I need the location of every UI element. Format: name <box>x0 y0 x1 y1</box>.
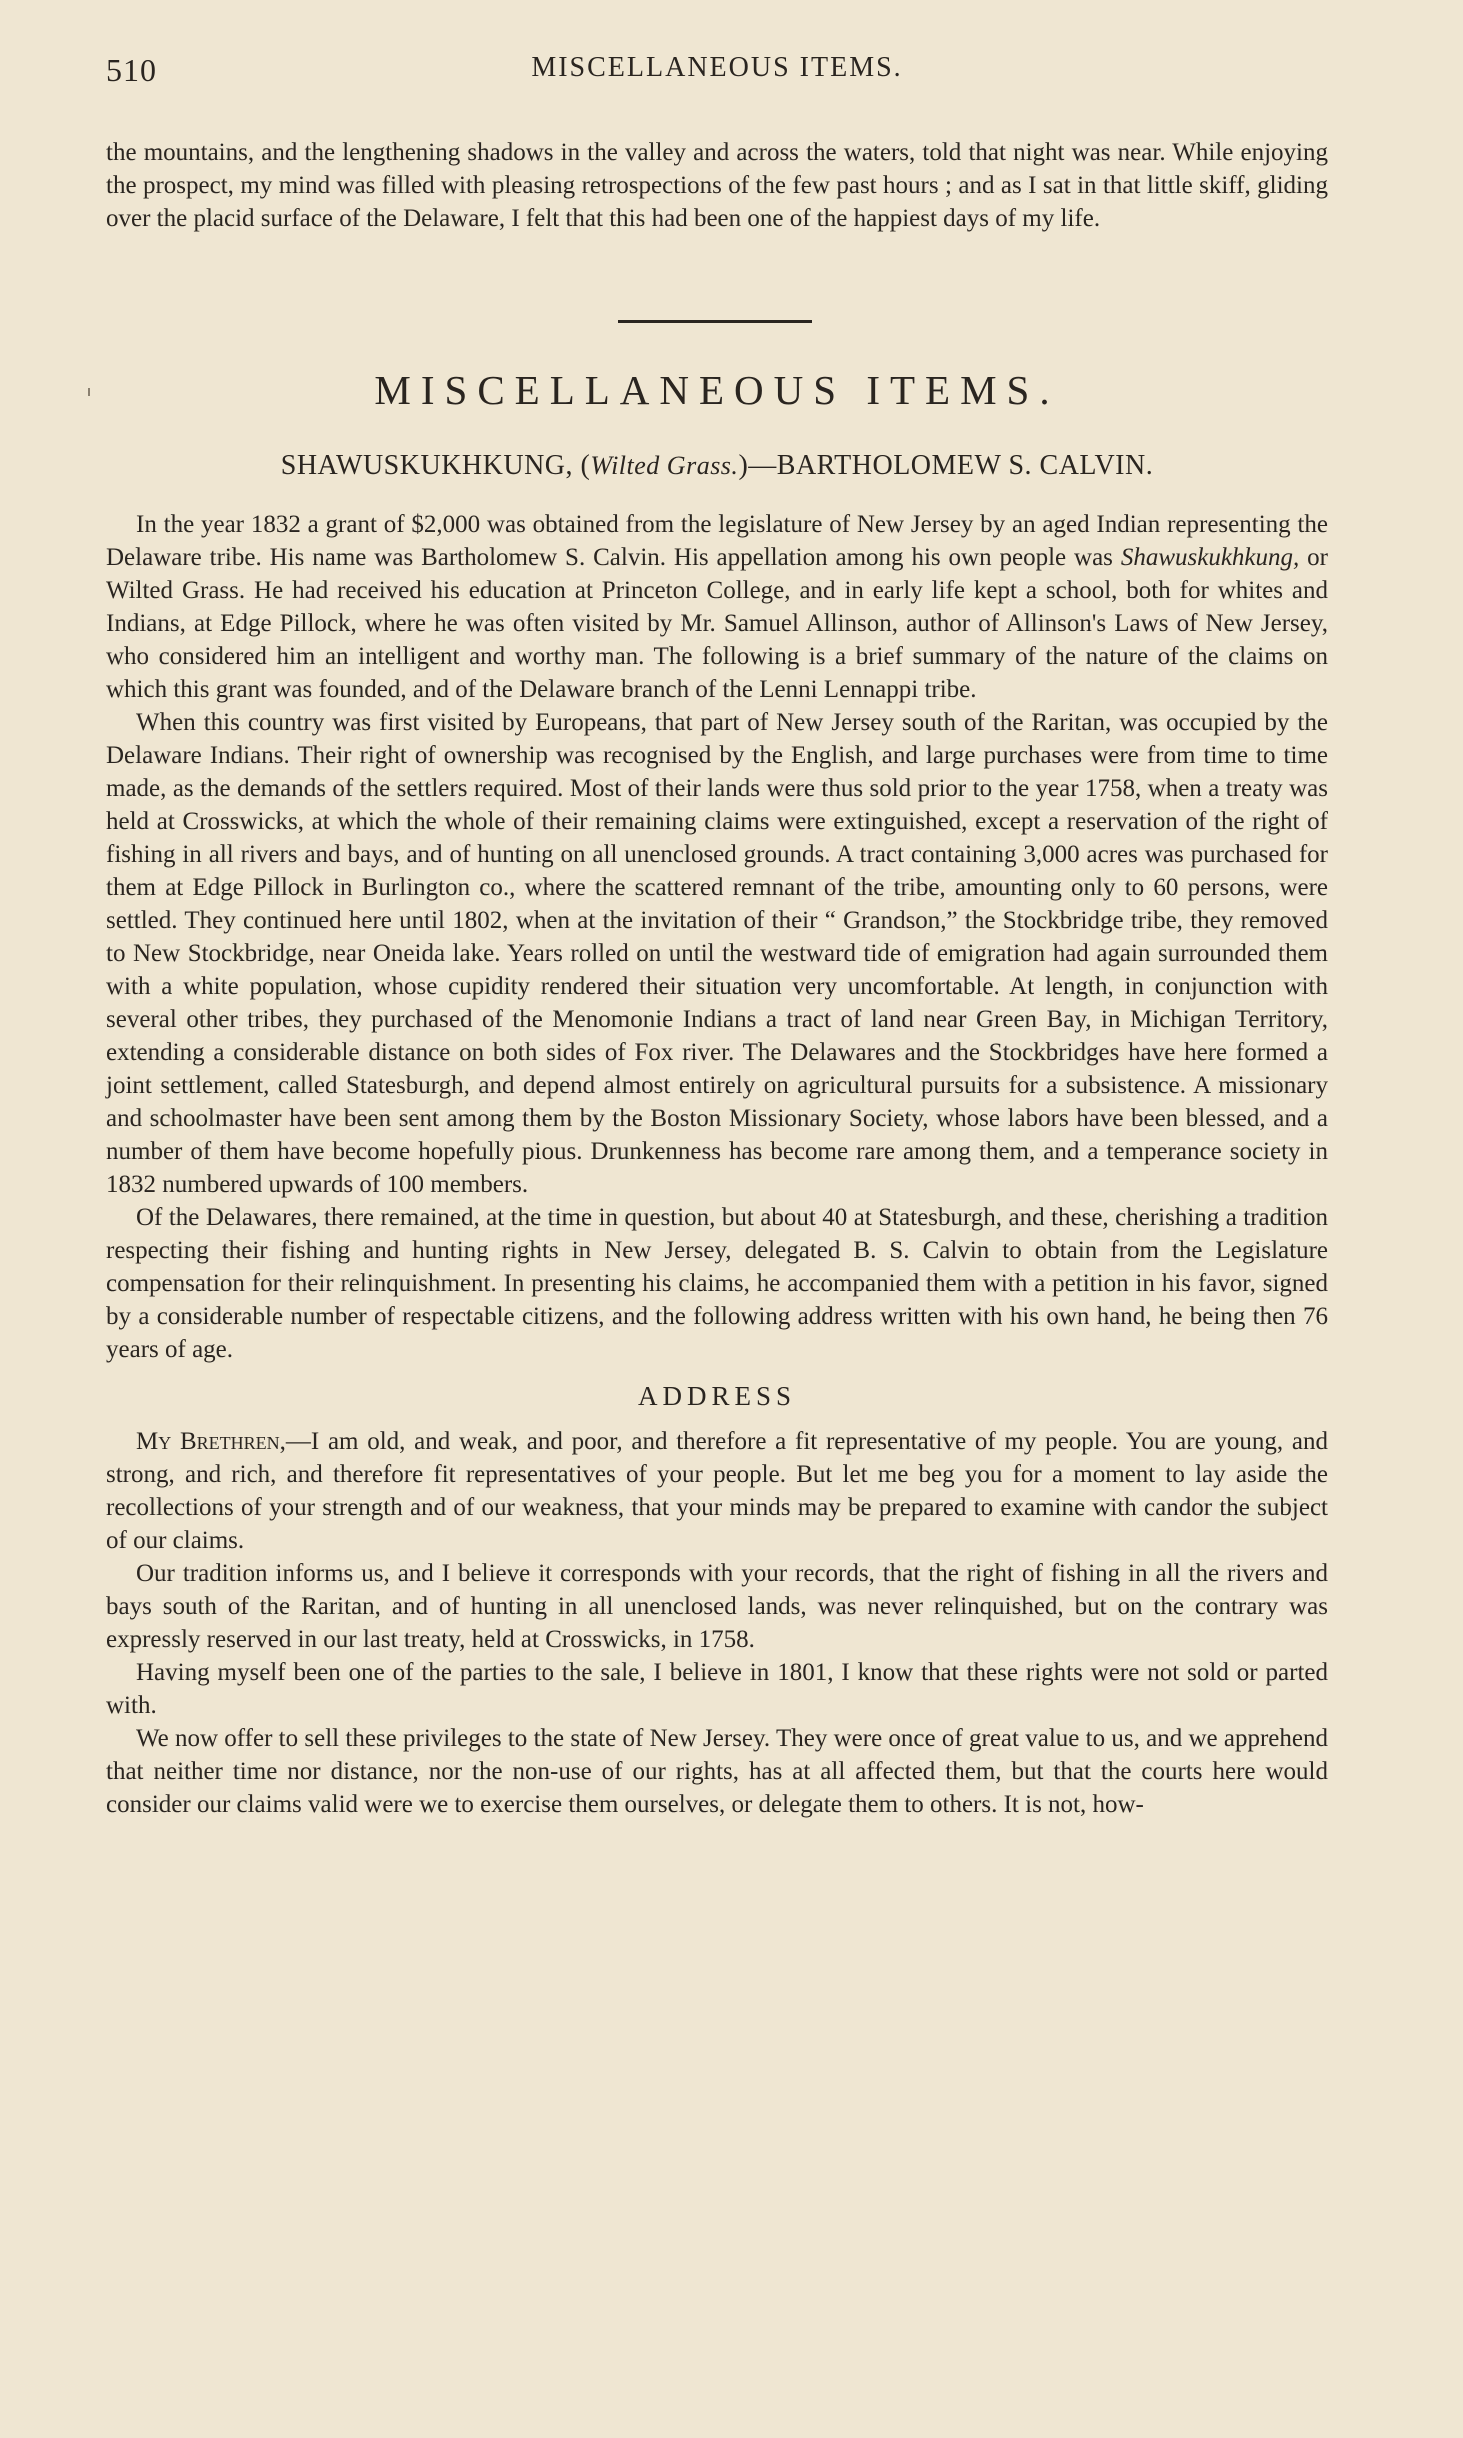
page-number: 510 <box>106 52 157 88</box>
address-heading: ADDRESS <box>637 1381 797 1411</box>
article-title <box>106 450 1328 482</box>
article-title-italic: Wilted Grass. <box>590 451 739 480</box>
indian-name: Shawuskukhkung, <box>1120 544 1300 571</box>
address-paragraph-1 <box>106 1425 1328 1557</box>
paragraph-1-start: In the year 1832 a grant of $2,000 was obtained from the legislature of New Jersey by an aged Indian representing the Delaware tribe. His name was Bartholomew S. Calvin. His appellation among his own people was <box>106 511 1328 571</box>
address-paragraph-3: Having myself been one of the parties to the sale, I believe in 1801, I know that these rights were not sold or parted with. <box>106 1659 1328 1719</box>
continuation-paragraph: the mountains, and the lengthening shadows in the valley and across the waters, told that night was near. While enjoying the prospect, my mind was filled with pleasing retrospections of the few past hours ; and as I sat in that little skiff, gliding over the placid surface of the Delaware, I felt that this had been one of the happiest days of my life. <box>106 139 1328 232</box>
address-paragraph-2: Our tradition informs us, and I believe it corresponds with your records, that the right of fishing in all the rivers and bays south of the Raritan, and of hunting in all unenclosed lands, was never relinquished, but on the contrary was expressly reserved in our last treaty, held at Crosswicks, in 1758. <box>106 1560 1328 1653</box>
paragraph-2: When this country was first visited by Europeans, that part of New Jersey south of the Raritan, was occupied by the Delaware Indians. Their right of ownership was recognised by the English, and large purchases were from time to time made, as the demands of the settlers required. Most of their lands were thus sold prior to the year 1758, when a treaty was held at Crosswicks, at which the whole of their remaining claims were extinguished, except a reservation of the right of fishing in all rivers and bays, and of hunting on all unenclosed grounds. A tract containing 3,000 acres was purchased for them at Edge Pillock in Burlington co., where the scattered remnant of the tribe, amounting only to 60 persons, were settled. They continued here until 1802, when at the invitation of their “ Grandson,” the Stockbridge tribe, they removed to New Stockbridge, near Oneida lake. Years rolled on until the westward tide of emigration had again surrounded them with a white population, whose cupidity rendered their situation very uncomfortable. At length, in conjunction with several other tribes, they purchased of the Menomonie Indians a tract of land near Green Bay, in Michigan Territory, extending a considerable distance on both sides of Fox river. The Delawares and the Stockbridges have here formed a joint settlement, called Statesburgh, and depend almost entirely on agricultural pursuits for a subsistence. A missionary and schoolmaster have been sent among them by the Boston Missionary Society, whose labors have been blessed, and a number of them have become hopefully pious. Drunkenness has become rare among them, and a temperance society in 1832 numbered upwards of 100 members. <box>106 709 1328 1198</box>
article-title-start: SHAWUSKUKHKUNG, ( <box>280 450 591 481</box>
running-head <box>106 52 1328 92</box>
address-paragraph-4: We now offer to sell these privileges to the state of New Jersey. They were once of great value to us, and we apprehend that neither time nor distance, nor the non-use of our rights, has at all affected them, but that the courts here would consider our claims valid were we to exercise them ourselves, or delegate them to others. It is not, how- <box>106 1725 1328 1818</box>
section-divider-rule <box>618 320 812 323</box>
article-body <box>106 508 1328 1821</box>
section-heading: MISCELLANEOUS ITEMS. <box>374 367 1060 413</box>
article-title-end: )—BARTHOLOMEW S. CALVIN. <box>738 450 1154 481</box>
paragraph-3: Of the Delawares, there remained, at the time in question, but about 40 at Statesburgh, and these, cherishing a tradition respecting their fishing and hunting rights in New Jersey, delegated B. S. Calvin to obtain from the Legislature compensation for their relinquishment. In presenting his claims, he accompanied them with a petition in his favor, signed by a considerable number of respectable citizens, and the following address written with his own hand, he being then 76 years of age. <box>106 1204 1328 1363</box>
paragraph-1-end: or Wilted Grass. He had received his education at Princeton College, and in early life kept a school, both for whites and Indians, at Edge Pillock, where he was often visited by Mr. Samuel Allinson, author of Allinson's Laws of New Jersey, who considered him an intelligent and worthy man. The following is a brief summary of the nature of the claims on which this grant was founded, and of the Delaware branch of the Lenni Lennappi tribe. <box>106 544 1328 703</box>
address-paragraph-1-text: —I am old, and weak, and poor, and therefore a fit representative of my people. You are young, and strong, and rich, and therefore fit representatives of your people. But let me beg you for a moment to lay aside the recollections of your strength and of our weakness, that your minds may be prepared to examine with candor the subject of our claims. <box>106 1428 1328 1554</box>
margin-mark <box>88 388 90 396</box>
paragraph-1 <box>106 508 1328 706</box>
address-salutation: My Brethren, <box>136 1428 286 1455</box>
continuation-text <box>106 136 1328 235</box>
running-title: MISCELLANEOUS ITEMS. <box>531 52 903 83</box>
